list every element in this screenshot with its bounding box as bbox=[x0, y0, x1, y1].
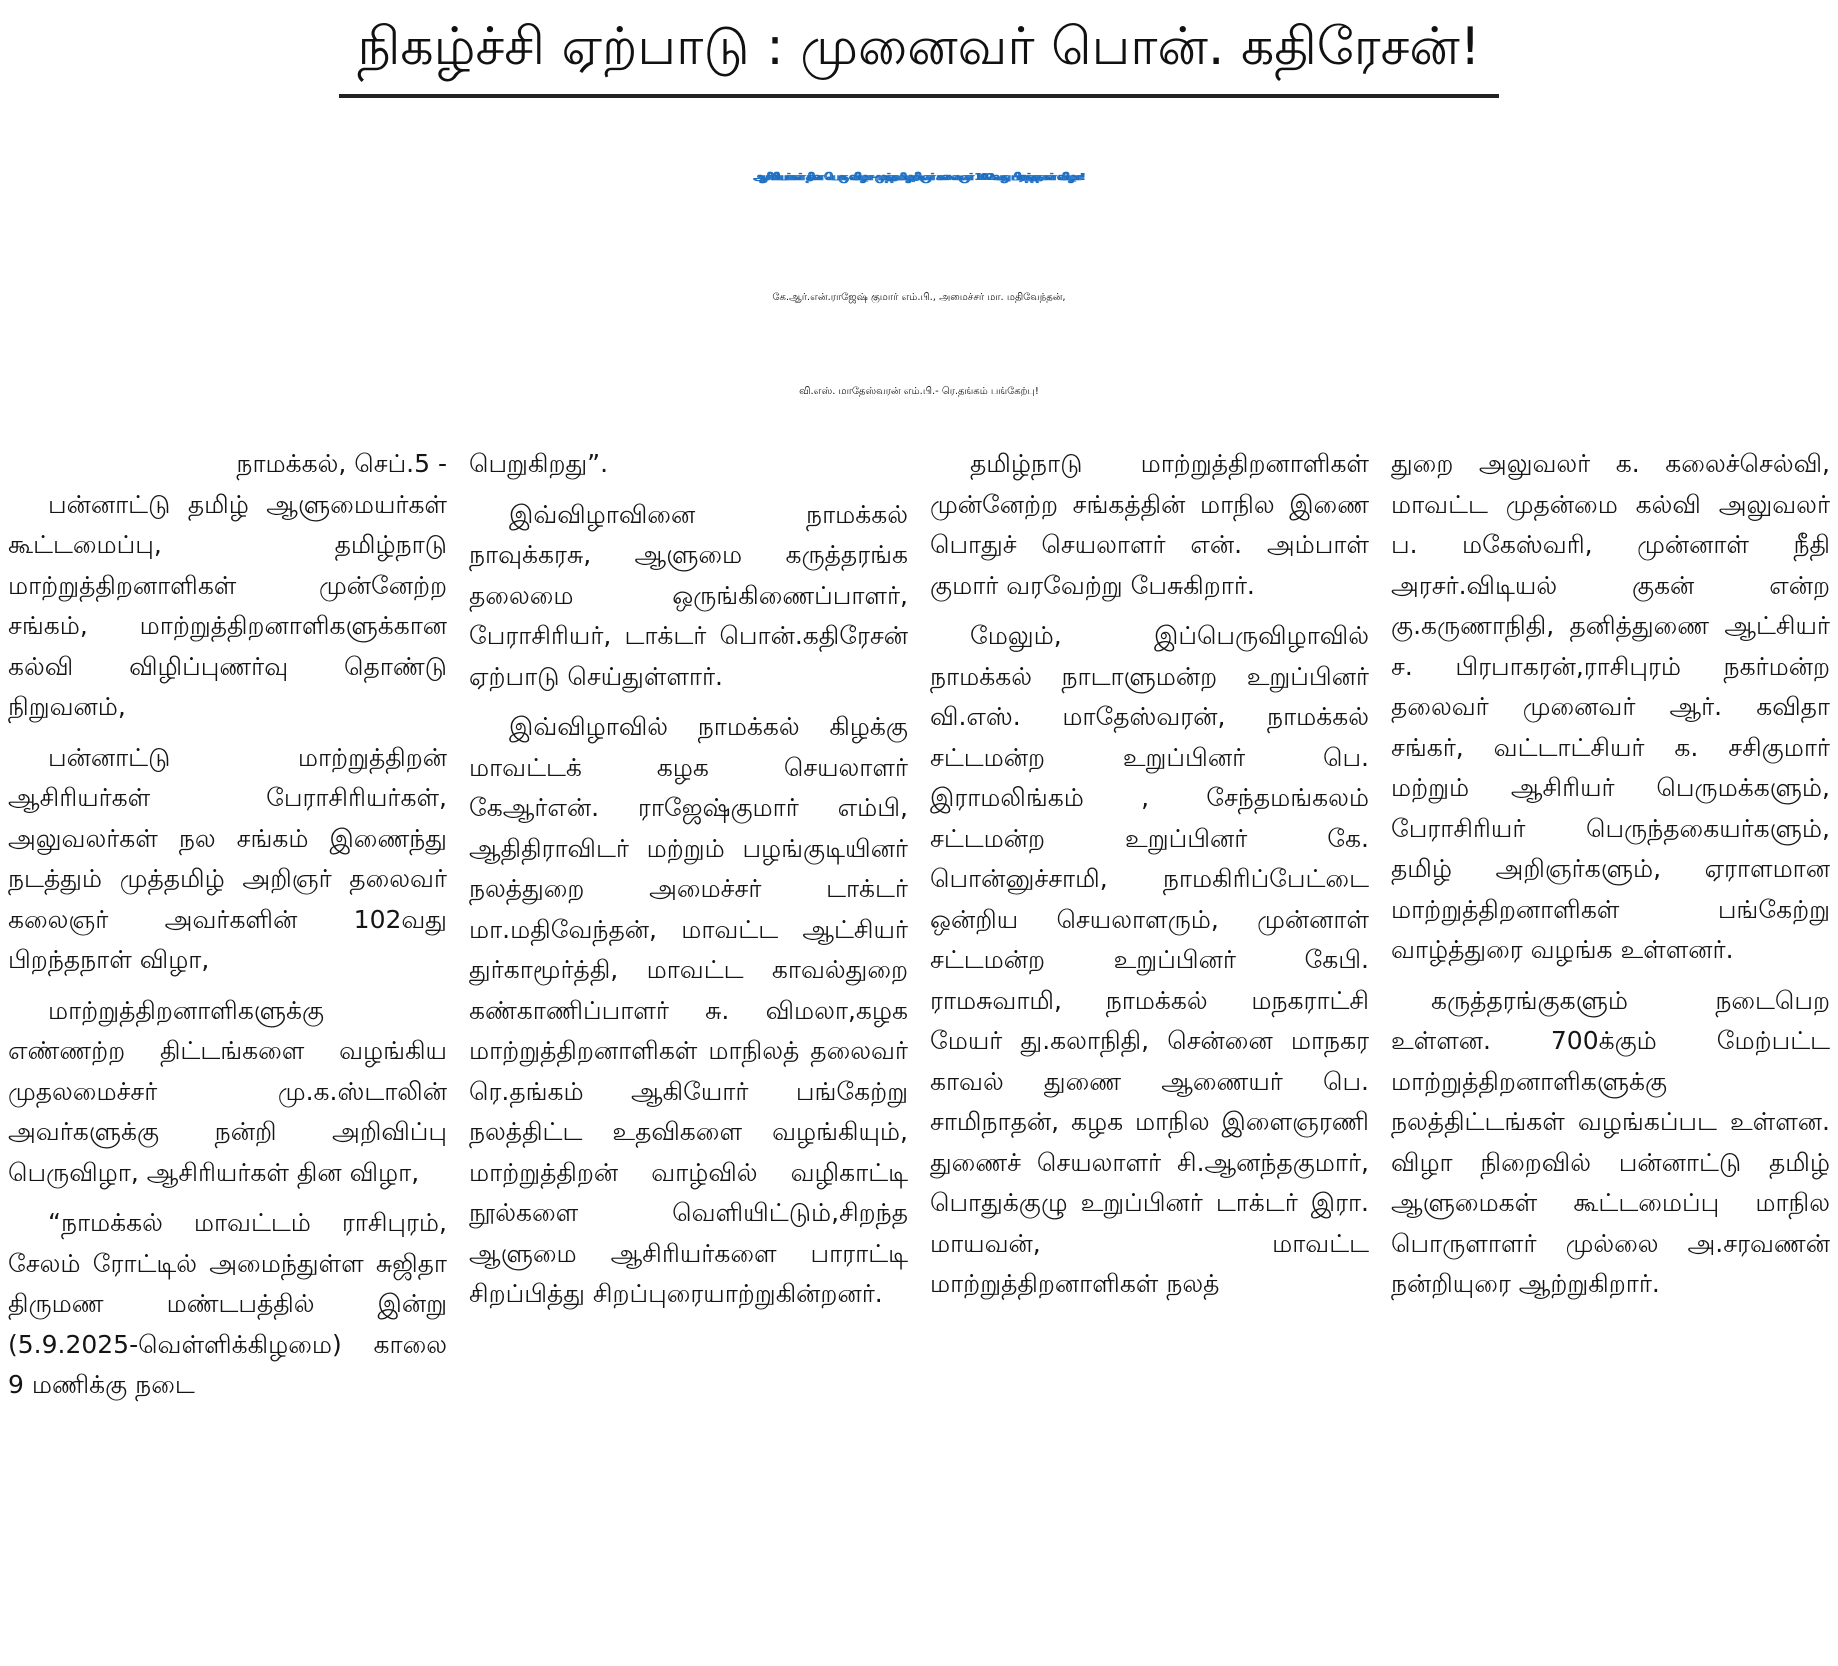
paragraph: இவ்விழாவினை நாமக்கல் நாவுக்கரசு, ஆளுமை கருத்தரங்க தலைமை ஒருங்கிணைப்பாளர், பேராசிரியர், டாக்டர் பொன்.கதிரேசன் ஏற்பாடு செய்துள்ளார். bbox=[469, 499, 908, 691]
paragraph: இவ்விழாவில் நாமக்கல் கிழக்கு மாவட்டக் கழக செயலாளர் கேஆர்என். ராஜேஷ்குமார் எம்பி, ஆதிதிராவிடர் மற்றும் பழங்குடியினர் நலத்துறை அமைச்சர் டாக்டர் மா.மதிவேந்தன், மாவட்ட ஆட்சியர் துர்காமூர்த்தி, மாவட்ட காவல்துறை கண்காணிப்பாளர் சு. விமலா,கழக மாற்றுத்திறனாளிகள் மாநிலத் தலைவர் ரெ.தங்கம் ஆகியோர் பங்கேற்று நலத்திட்ட உதவிகளை வழங்கியும், மாற்றுத்திறன் வாழ்வில் வழிகாட்டி நூல்களை வெளியிட்டும்,சிறந்த ஆளுமை ஆசிரியர்களை பாராட்டி சிறப்பித்து சிறப்புரையாற்றுகின்றனர். bbox=[469, 712, 908, 1308]
kicker-row bbox=[0, 6, 1838, 98]
paragraph: தமிழ்நாடு மாற்றுத்திறனாளிகள் முன்னேற்ற சங்கத்தின் மாநில இணை பொதுச் செயலாளர் என். அம்பாள் குமார் வரவேற்று பேசுகிறார். bbox=[930, 449, 1369, 600]
column-1 bbox=[8, 444, 447, 1660]
paragraph: பன்னாட்டு தமிழ் ஆளுமையர்கள் கூட்டமைப்பு, தமிழ்நாடு மாற்றுத்திறனாளிகள் முன்னேற்ற சங்கம், மாற்றுத்திறனாளிகளுக்கான கல்வி விழிப்புணர்வு தொண்டு நிறுவனம், bbox=[8, 489, 447, 721]
article-body bbox=[8, 444, 1830, 1660]
paragraph: “நாமக்கல் மாவட்டம் ராசிபுரம், சேலம் ரோட்டில் அமைந்துள்ள சுஜிதா திருமண மண்டபத்தில் இன்று (5.9.2025-வெள்ளிக்கிழமை) காலை 9 மணிக்கு நடை bbox=[8, 1208, 447, 1399]
column-2 bbox=[469, 444, 908, 1660]
paragraph: கருத்தரங்குகளும் நடைபெற உள்ளன. 700க்கும் மேற்பட்ட மாற்றுத்திறனாளிகளுக்கு நலத்திட்டங்கள் வழங்கப்பட உள்ளன. விழா நிறைவில் பன்னாட்டு தமிழ் ஆளுமைகள் கூட்டமைப்பு மாநில பொருளாளர் முல்லை அ.சரவணன் நன்றியுரை ஆற்றுகிறார். bbox=[1391, 985, 1830, 1298]
paragraph: துறை அலுவலர் க. கலைச்செல்வி, மாவட்ட முதன்மை கல்வி அலுவலர் ப. மகேஸ்வரி, முன்னாள் நீதி அரசர்.விடியல் குகன் என்ற கு.கருணாநிதி, தனித்துணை ஆட்சியர் ச. பிரபாகரன்,ராசிபுரம் நகர்மன்ற தலைவர் முனைவர் ஆர். கவிதா சங்கர், வட்டாட்சியர் க. சசிகுமார் மற்றும் ஆசிரியர் பெருமக்களும், பேராசிரியர் பெருந்தகையர்களும், தமிழ் அறிஞர்களும், ஏராளமான மாற்றுத்திறனாளிகள் பங்கேற்று வாழ்த்துரை வழங்க உள்ளனர். bbox=[1391, 449, 1830, 964]
paragraph: மேலும், இப்பெருவிழாவில் நாமக்கல் நாடாளுமன்ற உறுப்பினர் வி.எஸ். மாதேஸ்வரன், நாமக்கல் சட்டமன்ற உறுப்பினர் பெ. இராமலிங்கம் , சேந்தமங்கலம் சட்டமன்ற உறுப்பினர் கே. பொன்னுச்சாமி, நாமகிரிப்பேட்டை ஒன்றிய செயலாளரும், முன்னாள் சட்டமன்ற உறுப்பினர் கேபி. ராமசுவாமி, நாமக்கல் மநகராட்சி மேயர் து.கலாநிதி, சென்னை மாநகர காவல் துணை ஆணையர் பெ. சாமிநாதன், கழக மாநில இளைஞரணி துணைச் செயலாளர் சி.ஆனந்தகுமார், பொதுக்குழு உறுப்பினர் டாக்டர் இரா. மாயவன், மாவட்ட மாற்றுத்திறனாளிகள் நலத் bbox=[930, 621, 1369, 1298]
paragraph: மாற்றுத்திறனாளிகளுக்கு எண்ணற்ற திட்டங்களை வழங்கிய முதலமைச்சர் மு.க.ஸ்டாலின் அவர்களுக்கு நன்றி அறிவிப்பு பெருவிழா, ஆசிரியர்கள் தின விழா, bbox=[8, 995, 447, 1187]
subheadline-line-2: வி.எஸ். மாதேஸ்வரன் எம்.பி.- ரெ.தங்கம் பங்கேற்பு! bbox=[799, 386, 1039, 397]
kicker: நிகழ்ச்சி ஏற்பாடு : முனைவர் பொன். கதிரேசன்! bbox=[339, 6, 1498, 98]
column-4 bbox=[1391, 444, 1830, 1660]
column-3 bbox=[930, 444, 1369, 1660]
headline: ஆசிரியர்கள் தின பெரு விழா-முத்தமிழறிஞர் கலைஞர் 102வது பிறந்தநாள் விழா! bbox=[753, 172, 1084, 183]
paragraph: பன்னாட்டு மாற்றுத்திறன் ஆசிரியர்கள் பேராசிரியர்கள், அலுவலர்கள் நல சங்கம் இணைந்து நடத்தும் முத்தமிழ் அறிஞர் தலைவர் கலைஞர் அவர்களின் 102வது பிறந்தநாள் விழா, bbox=[8, 742, 447, 974]
dateline: நாமக்கல், செப்.5 - bbox=[236, 449, 447, 478]
paragraph: பெறுகிறது”. bbox=[469, 449, 609, 478]
subheadline-line-1: கே.ஆர்.என்.ராஜேஷ் குமார் எம்.பி., அமைச்சர் மா. மதிவேந்தன், bbox=[772, 292, 1066, 303]
